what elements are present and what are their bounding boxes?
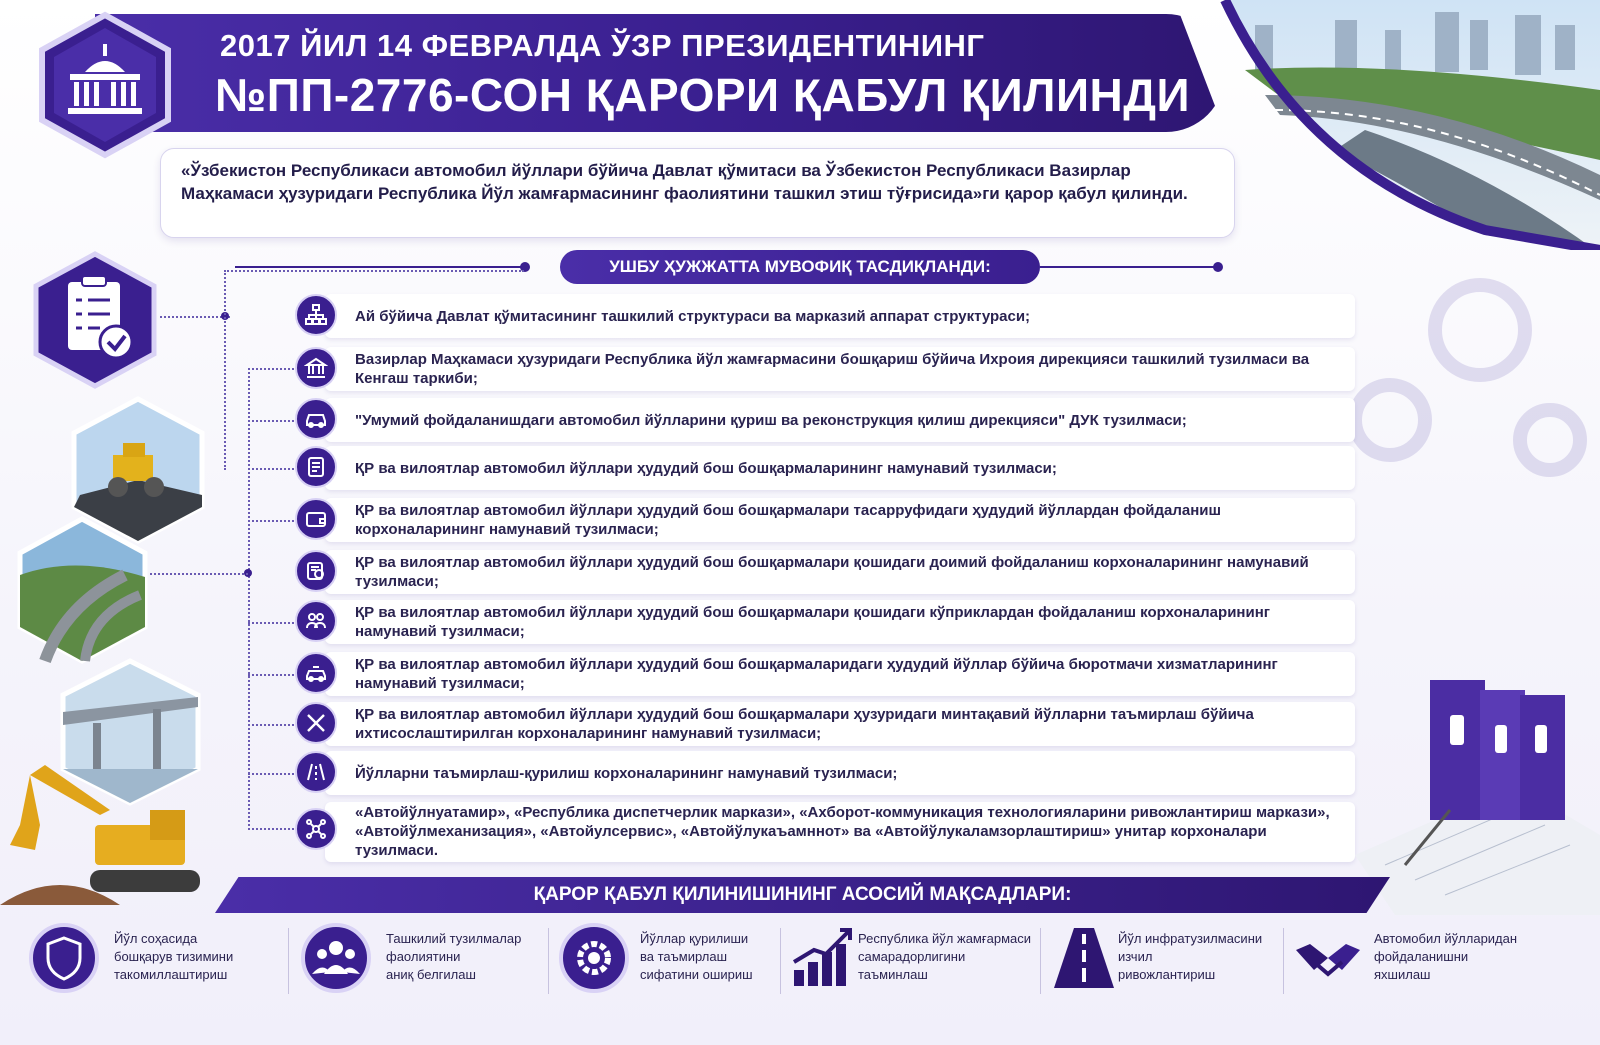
highway-valley-photo: [15, 515, 150, 665]
goal-item: [1292, 922, 1552, 1002]
approved-item-text: Ай бўйича Давлат қўмитасининг ташкилий структураси ва марказий аппарат структураси;: [355, 307, 1031, 325]
goal-line: Йўллар қурилиши: [640, 931, 749, 946]
approved-item: [295, 396, 1355, 444]
excavator-illustration: [0, 755, 220, 915]
subtitle-line-right: [1040, 266, 1220, 268]
approved-item: [295, 496, 1355, 544]
city-road-photo: [1185, 0, 1600, 250]
goal-text: [1118, 930, 1262, 984]
road-repair-icon: [295, 751, 337, 793]
approved-item: [295, 650, 1355, 698]
goal-item: [28, 922, 283, 1002]
goal-text: [640, 930, 753, 984]
connector-line: [248, 368, 250, 830]
document-icon: [295, 446, 337, 488]
subtitle-line-left: [235, 266, 525, 268]
goal-line: изчил: [1118, 949, 1153, 964]
car-icon: [295, 398, 337, 440]
org-structure-icon: [295, 294, 337, 336]
goal-line: фаолиятини: [386, 949, 461, 964]
goal-line: такомиллаштириш: [114, 967, 228, 982]
goal-item: [300, 922, 545, 1002]
approved-item: [295, 292, 1355, 340]
goals-title: ҚАРОР ҚАБУЛ ҚИЛИНИШИНИНГ АСОСИЙ МАҚСАДЛАРИ:: [533, 884, 1072, 905]
goal-line: Автомобил йўлларидан: [1374, 931, 1518, 946]
checklist-clipboard-icon: [30, 250, 160, 390]
approved-item: [295, 548, 1355, 596]
growth-chart-icon: [788, 922, 860, 994]
goal-divider: [548, 928, 549, 994]
wallet-icon: [295, 498, 337, 540]
connector-line: [160, 316, 230, 318]
goal-line: таъминлаш: [858, 967, 928, 982]
subtitle-dot-right: [1213, 262, 1223, 272]
shield-icon: [28, 922, 100, 994]
goal-line: Йўл соҳасида: [114, 931, 198, 946]
approved-item: [295, 800, 1355, 862]
connector-line: [248, 420, 294, 422]
government-building-icon: [295, 347, 337, 389]
goal-line: Йўл инфратузилмасини: [1118, 931, 1263, 946]
approved-item-text: Йўлларни таъмирлаш-қурилиш корхоналарининг намунавий тузилмаси;: [355, 764, 898, 782]
network-icon: [295, 808, 337, 850]
approved-item-text: ҚР ва вилоятлар автомобил йўллари ҳудудий бош бошқармалари ҳузуридаги минтақавий йўлларни таъмирлаш бўйича ихтисослаштирилган корхоналарининг намунавий тузилмаси;: [355, 706, 1254, 742]
approved-item-text: «Автойўлнуатамир», «Республика диспетчерлик маркази», «Ахборот-коммуникация технологияларини ривожлантириш маркази», «Автойўлмеханизация», «Автойулсервис», «Автойўлукаъамннот» ва «Автойўлукаламзорлаштириш» унитар корхоналари тузилмаси.: [355, 803, 1330, 859]
goal-item: [1048, 922, 1288, 1002]
goal-line: бошқарув тизимини: [114, 949, 234, 964]
goal-divider: [288, 928, 289, 994]
intro-box: [160, 148, 1235, 238]
connector-line: [224, 270, 226, 470]
tools-icon: [295, 702, 337, 744]
goal-line: сифатини ошириш: [640, 967, 753, 982]
goal-divider: [1283, 928, 1284, 994]
goal-text: [858, 930, 1031, 984]
goal-line: Ташкилий тузилмалар: [386, 931, 522, 946]
approved-item: [295, 598, 1355, 646]
road-icon: [1048, 922, 1120, 994]
goal-line: яхшилаш: [1374, 967, 1431, 982]
connector-line: [248, 368, 294, 370]
goal-line: ва таъмирлаш: [640, 949, 727, 964]
connector-line: [248, 468, 294, 470]
connector-line: [224, 270, 524, 272]
connector-line: [248, 828, 294, 830]
goal-line: Республика йўл жамғармаси: [858, 931, 1031, 946]
connector-line: [248, 674, 294, 676]
goal-line: аниқ белгилаш: [386, 967, 476, 982]
gear-icon: [558, 922, 630, 994]
header-title-line1: 2017 ЙИЛ 14 ФЕВРАЛДА ЎЗР ПРЕЗИДЕНТИНИНГ: [220, 28, 985, 63]
people-icon: [300, 922, 372, 994]
goal-text: [386, 930, 521, 984]
handshake-icon: [1292, 922, 1364, 994]
goal-text: [1374, 930, 1517, 984]
goal-line: ривожлантириш: [1118, 967, 1216, 982]
connector-line: [150, 573, 248, 575]
approved-subtitle: УШБУ ҲУЖЖАТТА МУВОФИҚ ТАСДИҚЛАНДИ:: [560, 250, 1040, 284]
goal-item: [558, 922, 788, 1002]
connector-line: [248, 622, 294, 624]
approved-item-text: ҚР ва вилоятлар автомобил йўллари ҳудудий бош бошқармалари қошидаги кўприклардан фойдаланиш корхоналарининг намунавий тузилмаси;: [355, 604, 1270, 640]
goal-item: [788, 922, 1043, 1002]
approved-item: [295, 345, 1355, 393]
car-service-icon: [295, 652, 337, 694]
approved-item: [295, 444, 1355, 492]
connector-line: [248, 520, 294, 522]
approved-item-text: Вазирлар Маҳкамаси ҳузуридаги Республика йўл жамғармасини бошқариш бўйича Ихроия дирекцияси ташкилий тузилмаси ва Кенгаш таркиби;: [355, 351, 1310, 387]
approved-item-text: "Умумий фойдаланишдаги автомобил йўлларини қуриш ва реконструкция қилиш дирекцияси" ДУК тузилмаси;: [355, 411, 1187, 429]
goal-divider: [780, 928, 781, 994]
approved-item: [295, 700, 1355, 748]
team-icon: [295, 600, 337, 642]
truck-settings-icon: [295, 550, 337, 592]
government-building-emblem-icon: [30, 10, 180, 160]
approved-item-text: ҚР ва вилоятлар автомобил йўллари ҳудудий бош бошқармалари тасарруфидаги ҳудудий йўллардан фойдаланиш корхоналарининг намунавий тузилмаси;: [355, 502, 1222, 538]
goal-line: самарадорлигини: [858, 949, 966, 964]
connector-line: [248, 773, 294, 775]
goal-line: фойдаланишни: [1374, 949, 1469, 964]
approved-item: [295, 749, 1355, 797]
intro-text: «Ўзбекистон Республикаси автомобил йўллари бўйича Давлат қўмитаси ва Ўзбекистон Республикаси Вазирлар Маҳкамаси ҳузуридаги Республика Йўл жамғармасининг фаолиятини ташкил этиш тўғрисида»ги қарор қабул қилинди.: [181, 161, 1188, 203]
header-title-line2: №ПП-2776-СОН ҚАРОРИ ҚАБУЛ ҚИЛИНДИ: [215, 69, 1191, 121]
goal-divider: [1040, 928, 1041, 994]
approved-item-text: ҚР ва вилоятлар автомобил йўллари ҳудудий бош бошқармаларидаги ҳудудий йўллар бўйича бюротмачи хизматларининг намунавий тузилмаси;: [355, 656, 1278, 692]
approved-item-text: ҚР ва вилоятлар автомобил йўллари ҳудудий бош бошқармалари қошидаги доимий фойдаланиш корхоналарининг намунавий тузилмаси;: [355, 554, 1309, 590]
connector-line: [248, 724, 294, 726]
approved-item-text: ҚР ва вилоятлар автомобил йўллари ҳудудий бош бошқармаларининг намунавий тузилмаси;: [355, 459, 1057, 477]
folders-blueprint-illustration: [1355, 665, 1600, 915]
goal-text: [114, 930, 233, 984]
